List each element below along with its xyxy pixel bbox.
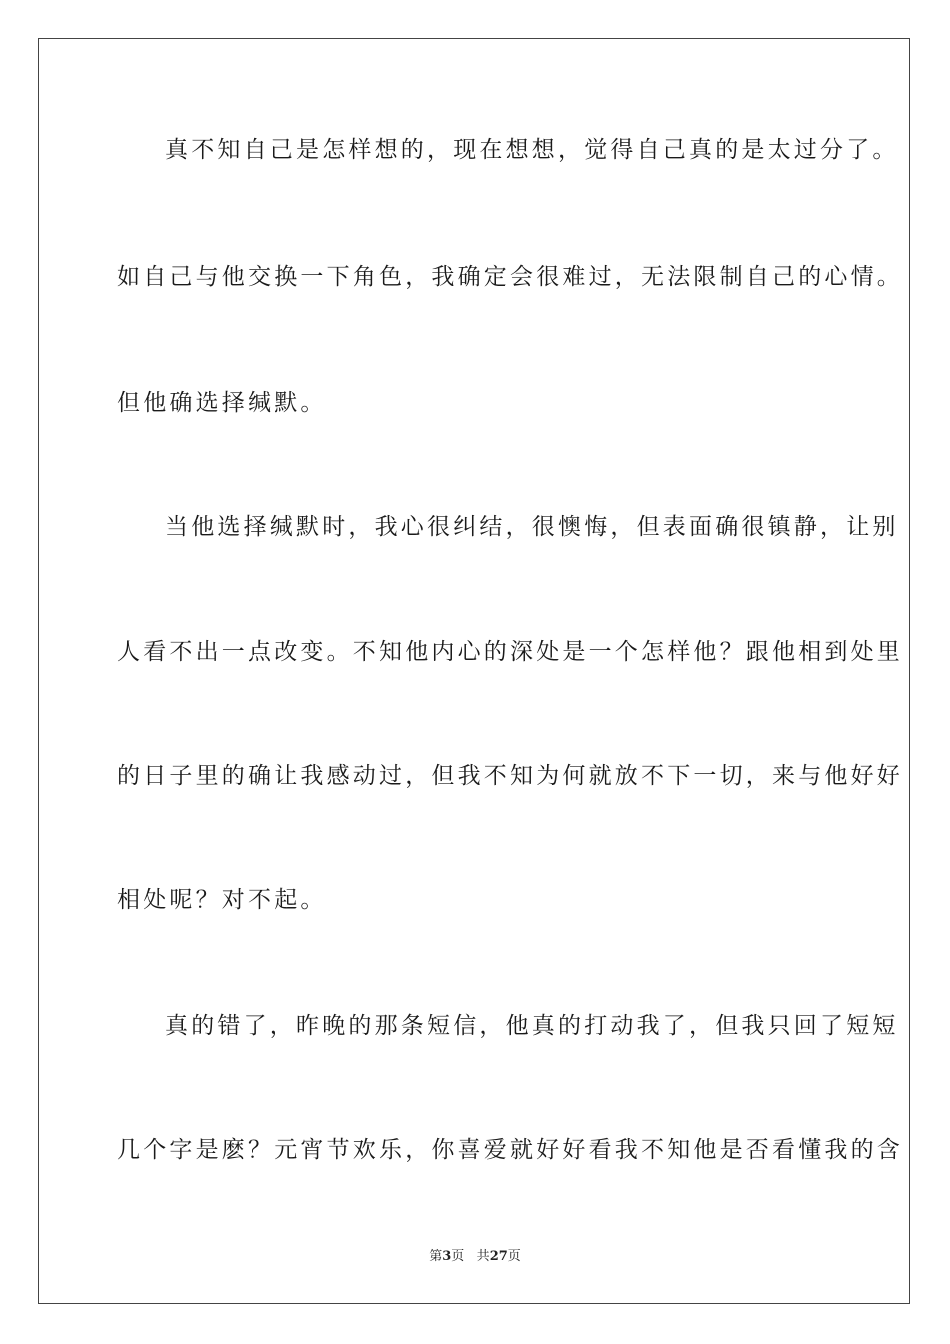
text-line-1: 真不知自己是怎样想的，现在想想，觉得自己真的是太过分了。: [165, 137, 899, 163]
text-line-4: 当他选择缄默时，我心很纠结，很懊悔，但表面确很镇静，让别: [165, 514, 899, 540]
footer-total-pages: 27: [489, 1249, 508, 1264]
footer-page-number: 3: [442, 1249, 452, 1264]
text-line-6: 的日子里的确让我感动过，但我不知为何就放不下一切，来与他好好: [117, 763, 903, 789]
page-border: [38, 38, 910, 1304]
footer-total-prefix: 共: [476, 1249, 490, 1264]
text-line-5: 人看不出一点改变。不知他内心的深处是一个怎样他？跟他相到处里: [117, 639, 903, 665]
footer-page-suffix: 页: [451, 1249, 465, 1264]
text-line-3: 但他确选择缄默。: [117, 390, 327, 416]
text-line-7: 相处呢？对不起。: [117, 887, 327, 913]
text-line-9: 几个字是麽？元宵节欢乐，你喜爱就好好看我不知他是否看懂我的含: [117, 1137, 903, 1163]
text-line-8: 真的错了，昨晚的那条短信，他真的打动我了，但我只回了短短: [165, 1013, 899, 1039]
text-line-2: 如自己与他交换一下角色，我确定会很难过，无法限制自己的心情。: [117, 264, 903, 290]
page-footer: [0, 1248, 950, 1266]
footer-total-suffix: 页: [507, 1249, 521, 1264]
footer-page-prefix: 第: [429, 1249, 443, 1264]
